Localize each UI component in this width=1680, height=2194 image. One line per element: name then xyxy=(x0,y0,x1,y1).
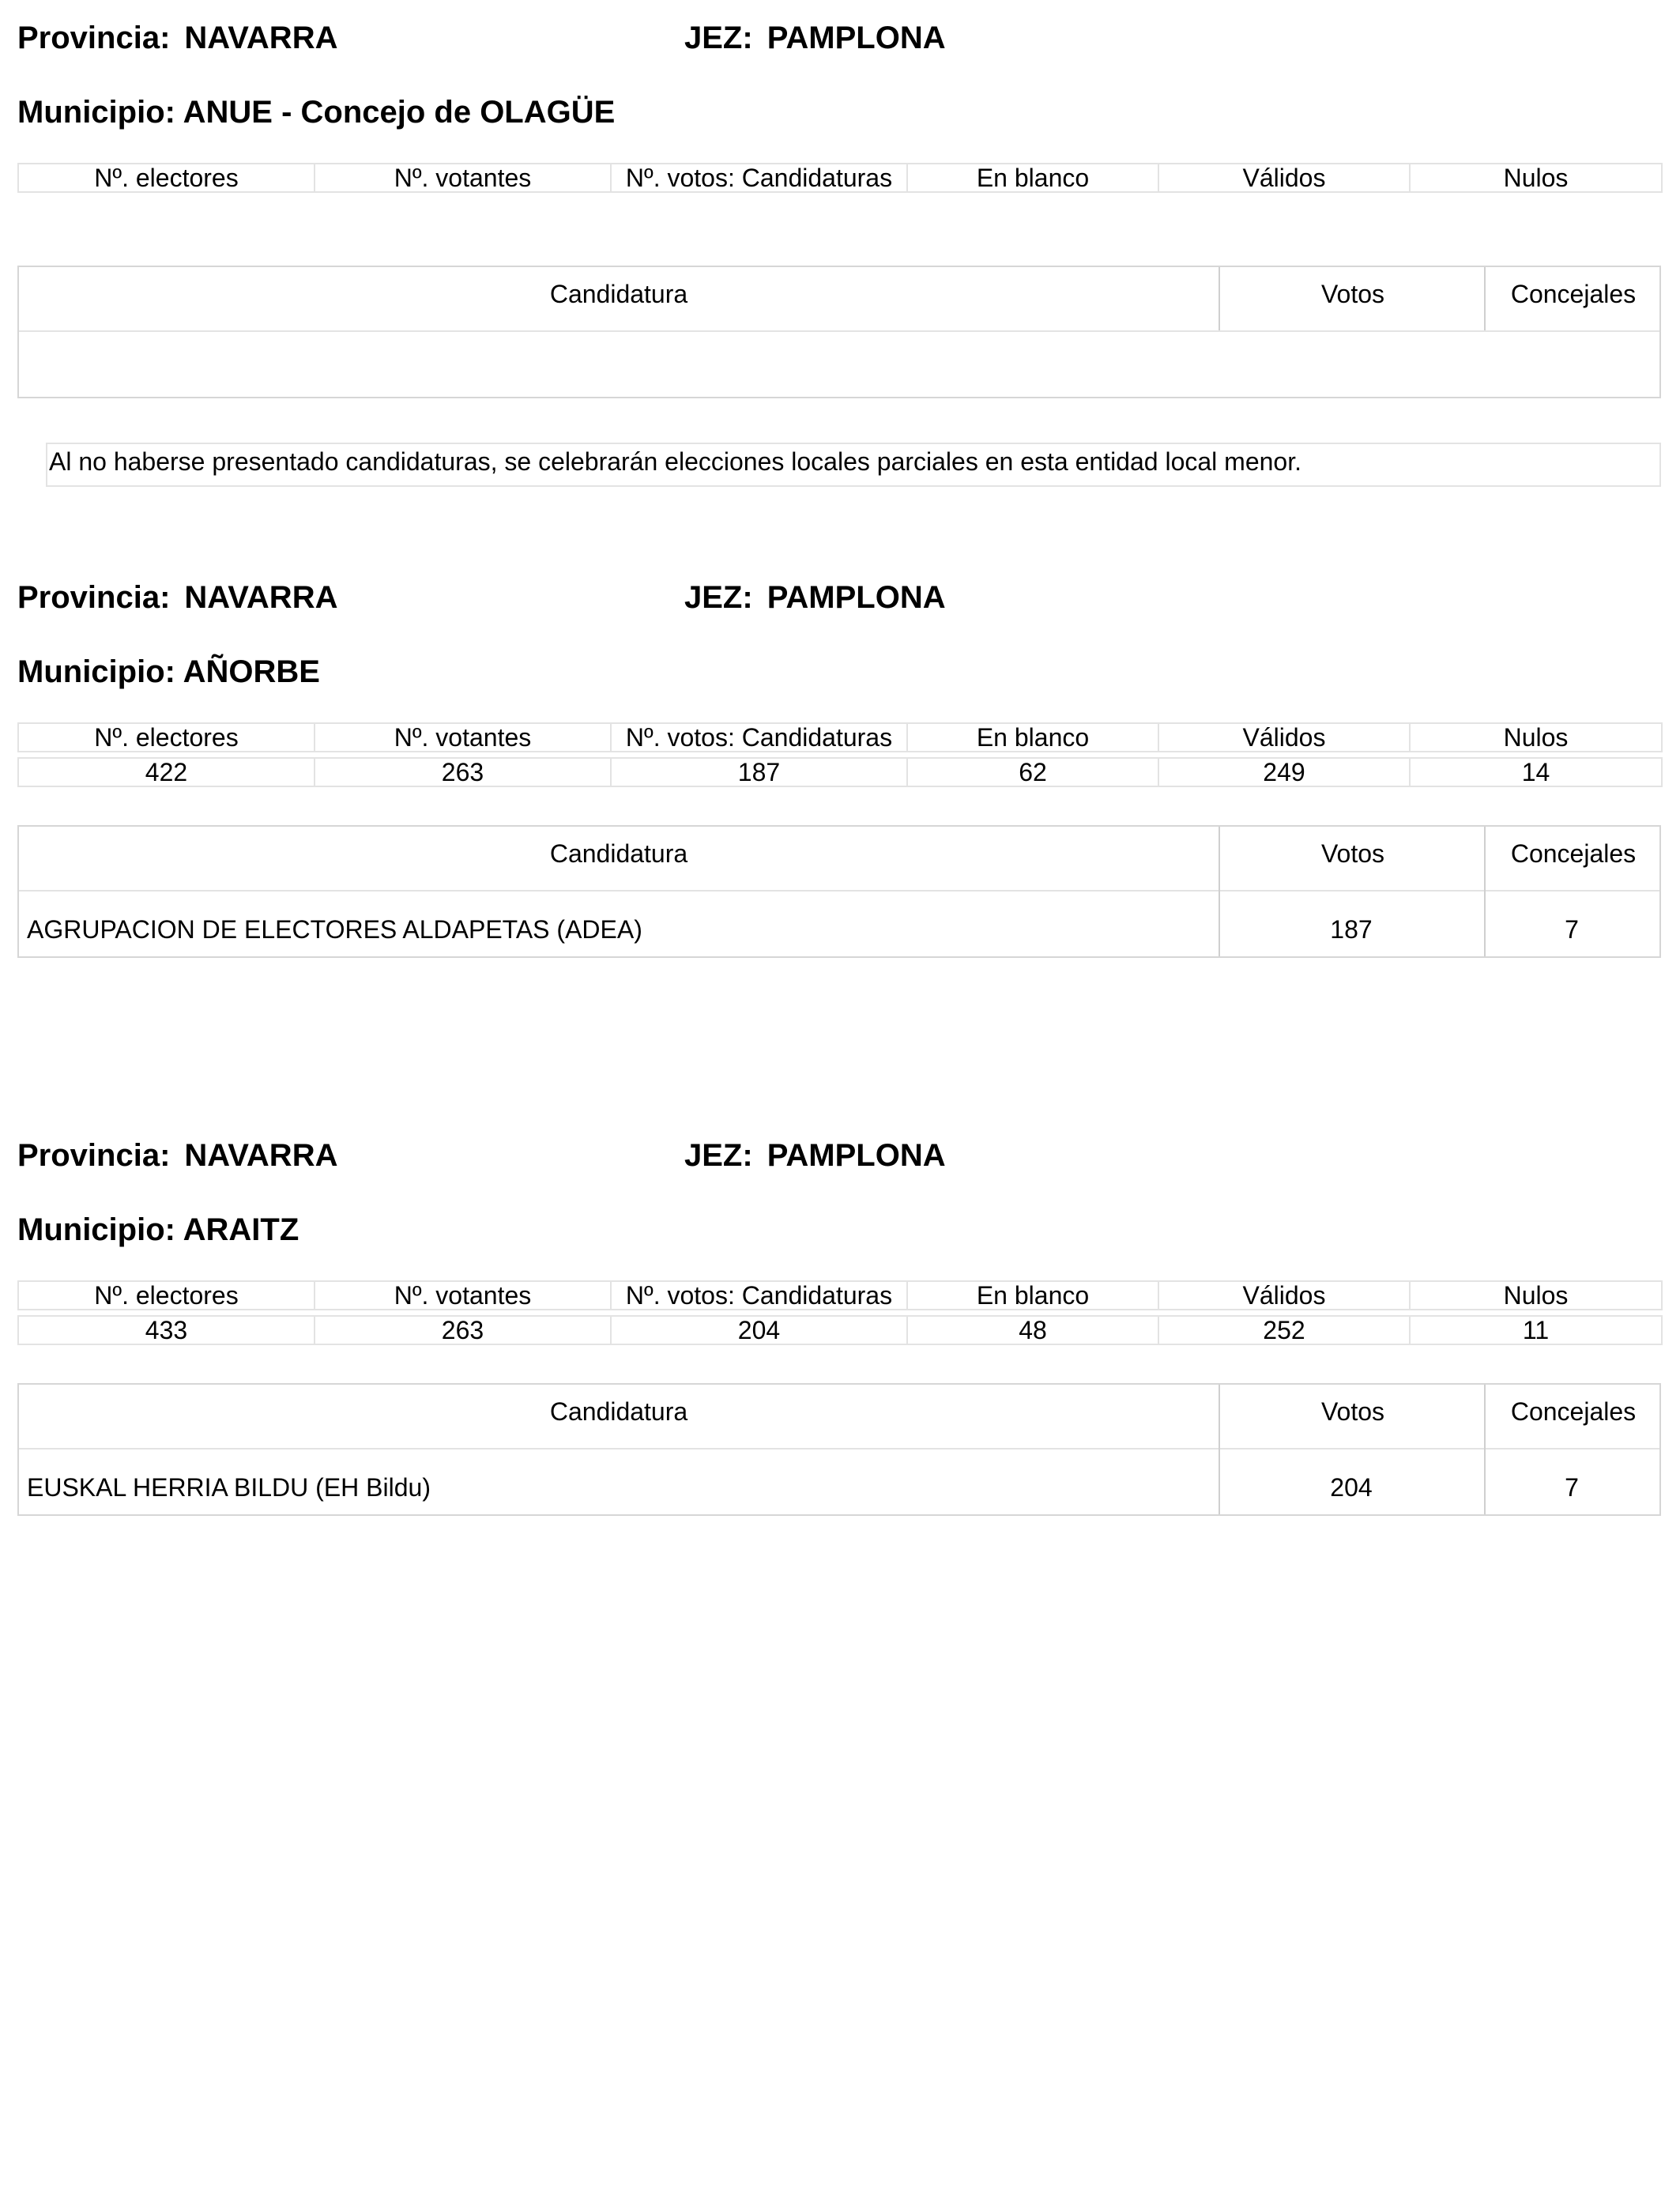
stats-table xyxy=(17,722,1663,752)
candidatura-concejales: 7 xyxy=(1565,915,1579,944)
votos-header: Votos xyxy=(1320,839,1385,868)
stats-header-cell: Nº. electores xyxy=(18,1281,315,1310)
stats-values-row xyxy=(18,1316,1662,1344)
stats-header-cell: Nº. votos: Candidaturas xyxy=(611,723,907,752)
stats-table xyxy=(17,1280,1663,1310)
municipio-label: Municipio: xyxy=(17,1212,175,1247)
provincia-value: NAVARRA xyxy=(184,580,338,615)
candidatura-concejales: 7 xyxy=(1565,1473,1579,1502)
candidatura-name: EUSKAL HERRIA BILDU (EH Bildu) xyxy=(27,1473,431,1502)
jez-value: PAMPLONA xyxy=(767,580,946,615)
concejales-header: Concejales xyxy=(1510,1397,1637,1426)
candidatura-header: Candidatura xyxy=(549,839,688,868)
stats-header-cell: Nº. votos: Candidaturas xyxy=(611,164,907,192)
jez-label: JEZ: xyxy=(684,1138,753,1173)
votos-candidaturas-value: 187 xyxy=(611,758,907,786)
jez-value: PAMPLONA xyxy=(767,21,946,55)
validos-value: 249 xyxy=(1158,758,1410,786)
municipio-heading xyxy=(17,93,615,131)
votantes-value: 263 xyxy=(315,1316,611,1344)
stats-values-table xyxy=(17,1315,1663,1345)
stats-header-cell: Nº. votos: Candidaturas xyxy=(611,1281,907,1310)
concejales-header: Concejales xyxy=(1510,280,1637,308)
concejales-column xyxy=(1484,267,1661,330)
provincia-value: NAVARRA xyxy=(184,1138,338,1173)
provincia-label: Provincia: xyxy=(17,21,171,55)
provincia-heading xyxy=(17,579,337,616)
stats-header-cell: En blanco xyxy=(907,723,1158,752)
municipio-value: ANUE - Concejo de OLAGÜE xyxy=(183,95,616,130)
stats-header-cell: Nº. votantes xyxy=(315,723,611,752)
candidatura-header: Candidatura xyxy=(549,1397,688,1426)
candidatura-row xyxy=(19,892,1659,958)
candidatura-name: AGRUPACION DE ELECTORES ALDAPETAS (ADEA) xyxy=(27,915,642,944)
candidatura-column xyxy=(19,267,1219,330)
candidatura-row xyxy=(19,1449,1659,1516)
validos-value: 252 xyxy=(1158,1316,1410,1344)
votos-candidaturas-value: 204 xyxy=(611,1316,907,1344)
nulos-value: 14 xyxy=(1410,758,1662,786)
votos-column xyxy=(1219,267,1486,330)
jez-heading xyxy=(684,19,946,57)
municipio-heading xyxy=(17,1211,299,1249)
stats-header-cell: Nº. votantes xyxy=(315,1281,611,1310)
jez-label: JEZ: xyxy=(684,21,753,55)
jez-value: PAMPLONA xyxy=(767,1138,946,1173)
en-blanco-value: 62 xyxy=(907,758,1158,786)
stats-values-table xyxy=(17,757,1663,787)
candidatura-votos: 204 xyxy=(1330,1473,1373,1502)
municipio-heading xyxy=(17,653,320,691)
municipio-value: AÑORBE xyxy=(183,654,320,689)
votantes-value: 263 xyxy=(315,758,611,786)
municipio-section-araitz xyxy=(0,1118,1680,1671)
votos-header: Votos xyxy=(1320,1397,1385,1426)
stats-header-cell: Nº. votantes xyxy=(315,164,611,192)
stats-header-row xyxy=(18,723,1662,752)
stats-header-cell: Válidos xyxy=(1158,723,1410,752)
stats-header-cell: Válidos xyxy=(1158,1281,1410,1310)
stats-header-cell: En blanco xyxy=(907,1281,1158,1310)
municipio-section-anorbe xyxy=(0,560,1680,1113)
stats-header-row xyxy=(18,164,1662,192)
electores-value: 433 xyxy=(18,1316,315,1344)
candidatura-header: Candidatura xyxy=(549,280,688,308)
stats-header-cell: Nulos xyxy=(1410,723,1662,752)
stats-table xyxy=(17,163,1663,193)
concejales-header: Concejales xyxy=(1510,839,1637,868)
stats-header-cell: En blanco xyxy=(907,164,1158,192)
provincia-heading xyxy=(17,19,337,57)
jez-heading xyxy=(684,579,946,616)
empty-candidatura-row xyxy=(19,332,1659,398)
provincia-heading xyxy=(17,1137,337,1174)
candidaturas-table xyxy=(17,825,1661,958)
stats-header-cell: Válidos xyxy=(1158,164,1410,192)
electores-value: 422 xyxy=(18,758,315,786)
provincia-value: NAVARRA xyxy=(184,21,338,55)
no-candidaturas-note: Al no haberse presentado candidaturas, se celebrarán elecciones locales parciales en esta entidad local menor. xyxy=(46,443,1661,487)
municipio-section-anue-olague xyxy=(0,0,1680,553)
candidatura-votos: 187 xyxy=(1330,915,1373,944)
provincia-label: Provincia: xyxy=(17,1138,171,1173)
votos-header: Votos xyxy=(1320,280,1385,308)
candidaturas-table xyxy=(17,266,1661,398)
jez-label: JEZ: xyxy=(684,580,753,615)
municipio-value: ARAITZ xyxy=(183,1212,299,1247)
jez-heading xyxy=(684,1137,946,1174)
provincia-label: Provincia: xyxy=(17,580,171,615)
stats-header-cell: Nº. electores xyxy=(18,723,315,752)
nulos-value: 11 xyxy=(1410,1316,1662,1344)
municipio-label: Municipio: xyxy=(17,95,175,130)
municipio-label: Municipio: xyxy=(17,654,175,689)
stats-header-cell: Nulos xyxy=(1410,1281,1662,1310)
stats-header-row xyxy=(18,1281,1662,1310)
en-blanco-value: 48 xyxy=(907,1316,1158,1344)
stats-header-cell: Nº. electores xyxy=(18,164,315,192)
stats-header-cell: Nulos xyxy=(1410,164,1662,192)
stats-values-row xyxy=(18,758,1662,786)
candidaturas-table xyxy=(17,1383,1661,1516)
